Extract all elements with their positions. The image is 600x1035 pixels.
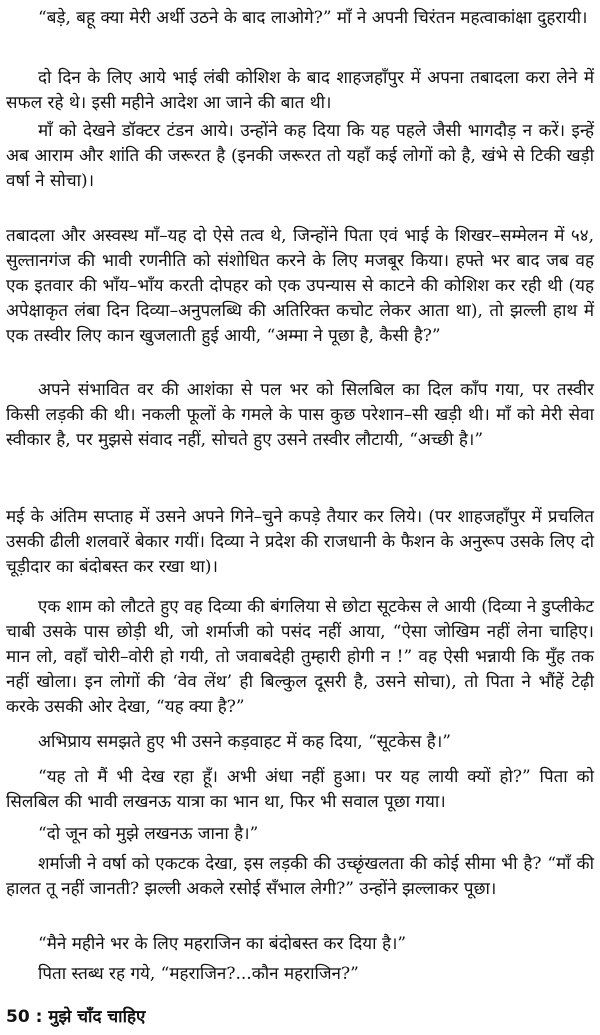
page-footer xyxy=(6,1005,145,1029)
paragraph-11: शर्माजी ने वर्षा को एकटक देखा, इस लड़की की उच्छृंखलता की कोई सीमा भी है? “माँ की हालत तू नहीं जानती? झल्ली अकले रसोई सँभाल लेगी?” उन्होंने झल्लाकर पूछा। xyxy=(6,854,594,899)
paragraph-3: माँ को देखने डॉक्टर टंडन आये। उन्होंने कह दिया कि यह पहले जैसी भागदौड़ न करें। इन्हें अब आराम और शांति की जरूरत है (इनकी जरूरत तो यहाँ कई लोगों को है, खंभे से टिकी खड़ी वर्षा ने सोचा)। xyxy=(6,121,594,191)
paragraph-8: अभिप्राय समझते हुए भी उसने कड़वाहट में कह दिया, “सूटकेस है।” xyxy=(38,732,451,752)
paragraph-12: “मैने महीने भर के लिए महराजिन का बंदोबस्त कर दिया है।” xyxy=(38,934,407,954)
paragraph-13: पिता स्तब्ध रह गये, “महराजिन?...कौन महराजिन?” xyxy=(38,964,359,984)
paragraph-2: दो दिन के लिए आये भाई लंबी कोशिश के बाद शाहजहाँपुर में अपना तबादला करा लेने में सफल रहे थे। इसी महीने आदेश आ जाने की बात थी। xyxy=(6,68,594,113)
paragraph-6: मई के अंतिम सप्ताह में उसने अपने गिने–चुने कपड़े तैयार कर लिये। (पर शाहजहाँपुर में प्रचलित उसकी ढीली शलवारें बेकार गयीं। दिव्या ने प्रदेश की राजधानी के फैशन के अनुरूप उसके लिए दो चूड़ीदार का बंदोबस्त कर रखा था)। xyxy=(6,507,594,577)
paragraph-7: एक शाम को लौटते हुए वह दिव्या की बंगलिया से छोटा सूटकेस ले आयी (दिव्या ने डुप्लीकेट चाबी उसके पास छोड़ी थी, जो शर्माजी को पसंद नहीं आया, “ऐसा जोखिम नहीं लेना चाहिए। मान लो, वहाँ चोरी–वोरी हो गयी, तो जवाबदेही तुम्हारी होगी न !” वह ऐसी भन्नायी कि मुँह तक नहीं खोला। इन लोगों की ‘वेव लेंथ’ ही बिल्कुल दूसरी है, उसने सोचा), तो पिता ने भौंहें टेढ़ी करके उसकी ओर देखा, “यह क्या है?” xyxy=(6,597,594,717)
paragraph-9: “यह तो मैं भी देख रहा हूँ। अभी अंधा नहीं हुआ। पर यह लायी क्यों हो?” पिता को सिलबिल की भावी लखनऊ यात्रा का भान था, फिर भी सवाल पूछा गया। xyxy=(6,767,594,812)
paragraph-1: “बड़े, बहू क्या मेरी अर्थी उठने के बाद लाओगे?” माँ ने अपनी चिरंतन महत्वाकांक्षा दुहरायी। xyxy=(38,8,588,28)
paragraph-10: “दो जून को मुझे लखनऊ जाना है।” xyxy=(38,824,259,844)
paragraph-4: तबादला और अस्वस्थ माँ–यह दो ऐसे तत्व थे, जिन्होंने पिता एवं भाई के शिखर–सम्मेलन में ५४, सुल्तानगंज की भावी रणनीति को संशोधित करने के लिए मजबूर किया। हफ्ते भर बाद जब वह एक इतवार की भाँय–भाँय करती दोपहर को एक उपन्यास से काटने की कोशिश कर रही थी (यह अपेक्षाकृत लंबा दिन दिव्या–अनुपलब्धि की अतिरिक्त कचोट लेकर आता था), तो झल्ली हाथ में एक तस्वीर लिए कान खुजलाती हुई आयी, “अम्मा ने पूछा है, कैसी है?” xyxy=(6,226,594,346)
footer-separator: : xyxy=(29,1007,49,1027)
book-title: मुझे चाँद चाहिए xyxy=(48,1007,146,1027)
page-number: 50 xyxy=(6,1007,30,1027)
paragraph-5: अपने संभावित वर की आशंका से पल भर को सिलबिल का दिल काँप गया, पर तस्वीर किसी लड़की की थी। नकली फूलों के गमले के पास कुछ परेशान–सी खड़ी थी। माँ को मेरी सेवा स्वीकार है, पर मुझसे संवाद नहीं, सोचते हुए उसने तस्वीर लौटायी, “अच्छी है।” xyxy=(6,380,594,450)
